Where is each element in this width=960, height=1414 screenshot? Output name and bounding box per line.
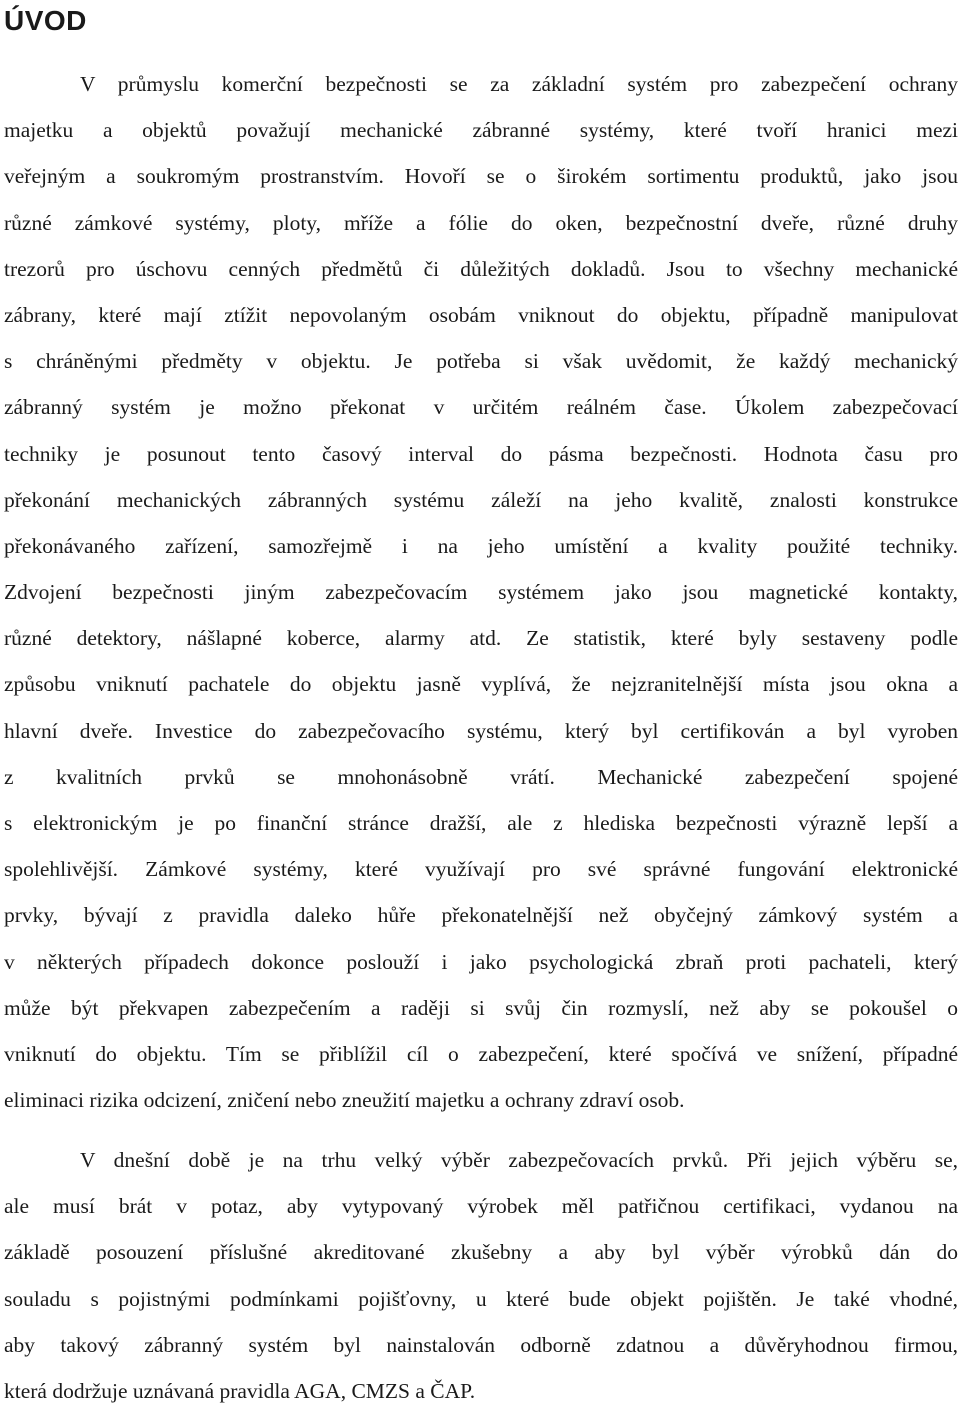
text-line: v některých případech dokonce poslouží i jako psychologická zbraň proti pachateli, který [4,949,958,974]
text-line: veřejným a soukromým prostranstvím. Hovoří se o širokém sortimentu produktů, jako jsou [4,164,958,189]
paragraph-2 [4,1137,958,1414]
text-line: V průmyslu komerční bezpečnosti se za základní systém pro zabezpečení ochrany [80,72,958,96]
text-line: překonání mechanických zábranných systému záleží na jeho kvalitě, znalosti konstrukce [4,487,958,512]
text-line: s elektronickým je po finanční stránce dražší, ale z hlediska bezpečnosti výrazně lepší a [4,811,958,835]
text-line: souladu s pojistnými podmínkami pojišťovny, u které bude objekt pojištěn. Je také vhodné, [4,1286,958,1311]
text-line: může být překvapen zabezpečením a raději si svůj čin rozmyslí, než aby se pokoušel o [4,995,958,1020]
section-heading: ÚVOD [4,5,87,36]
text-line: techniky je posunout tento časový interval do pásma bezpečnosti. Hodnota času pro [4,441,958,466]
text-line: z kvalitních prvků se mnohonásobně vrátí. Mechanické zabezpečení spojené [4,764,958,789]
text-line: zábrany, které mají ztížit nepovolaným osobám vniknout do objektu, případně manipulovat [4,302,958,327]
text-line: aby takový zábranný systém byl nainstalován odborně zdatnou a důvěryhodnou firmou, [4,1332,958,1357]
text-line: základě posouzení příslušné akreditované zkušebny a aby byl výběr výrobků dán do [4,1240,958,1265]
text-line: V dnešní době je na trhu velký výběr zabezpečovacích prvků. Při jejich výběru se, [80,1148,958,1172]
paragraph-1 [4,61,958,1123]
text-line: různé zámkové systémy, ploty, mříže a fólie do oken, bezpečnostní dveře, různé druhy [4,210,958,235]
text-line: Zdvojení bezpečnosti jiným zabezpečovacím systémem jako jsou magnetické kontakty, [4,580,958,605]
text-line: různé detektory, nášlapné koberce, alarmy atd. Ze statistik, které byly sestaveny podle [4,626,958,651]
text-line: hlavní dveře. Investice do zabezpečovacího systému, který byl certifikován a byl vyroben [4,718,958,743]
text-line: eliminaci rizika odcizení, zničení nebo zneužití majetku a ochrany zdraví osob. [4,1088,685,1113]
text-line: prvky, bývají z pravidla daleko hůře překonatelnější než obyčejný zámkový systém a [4,903,958,928]
text-line: s chráněnými předměty v objektu. Je potřeba si však uvědomit, že každý mechanický [4,349,958,374]
text-line: spolehlivější. Zámkové systémy, které využívají pro své správné fungování elektronické [4,857,958,882]
text-line: způsobu vniknutí pachatele do objektu jasně vyplívá, že nejzranitelnější místa jsou okna a [4,672,958,697]
text-line: ale musí brát v potaz, aby vytypovaný výrobek měl patřičnou certifikaci, vydanou na [4,1194,958,1219]
text-line: zábranný systém je možno překonat v určitém reálném čase. Úkolem zabezpečovací [4,395,958,420]
text-line: majetku a objektů považují mechanické zábranné systémy, které tvoří hranici mezi [4,118,958,143]
text-line: překonávaného zařízení, samozřejmě i na jeho umístění a kvality použité techniky. [4,533,958,558]
text-line: vniknutí do objektu. Tím se přiblížil cíl o zabezpečení, které spočívá ve snížení, případné [4,1041,958,1066]
text-line: trezorů pro úschovu cenných předmětů či důležitých dokladů. Jsou to všechny mechanické [4,256,958,281]
text-line: která dodržuje uznávaná pravidla AGA, CMZS a ČAP. [4,1378,476,1403]
